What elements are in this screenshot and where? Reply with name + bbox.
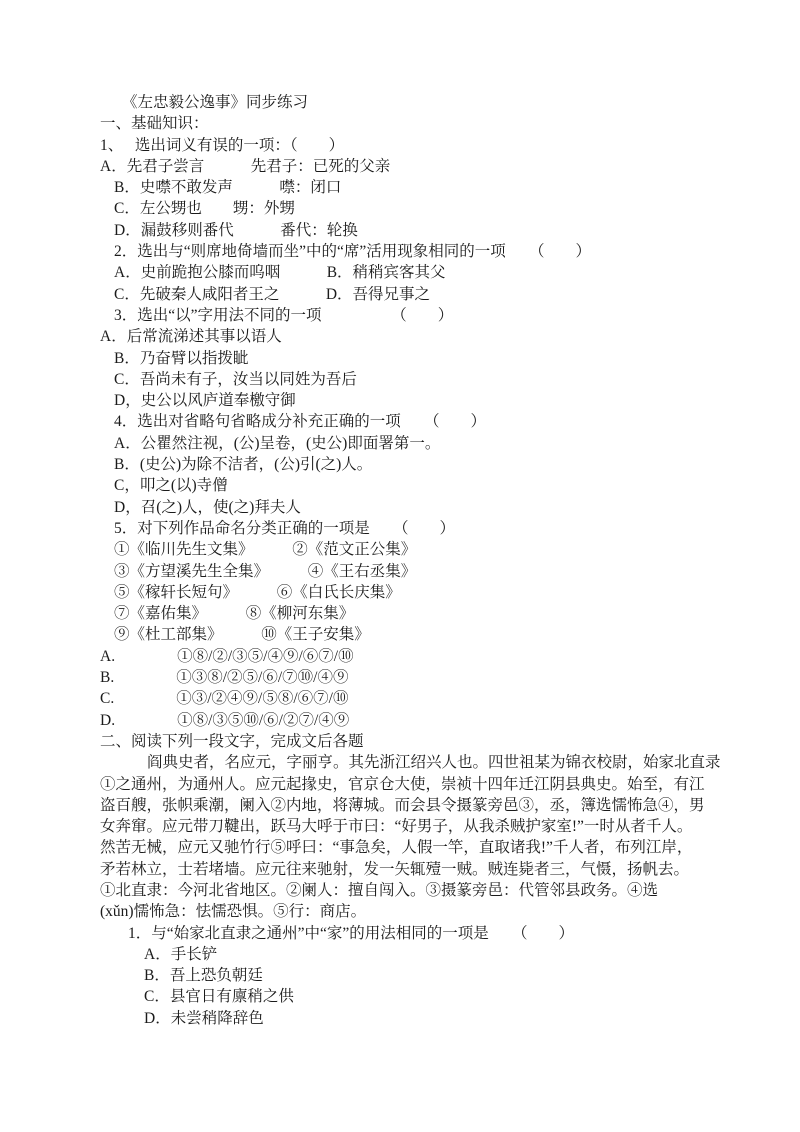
option-line: C，叩之(以)寺僧	[114, 477, 228, 495]
option-line: A. ①⑧/②/③⑤/④⑨/⑥⑦/⑩	[100, 647, 354, 665]
question-line: 4．选出对省略句省略成分补充正确的一项 （ ）	[114, 413, 487, 431]
option-line: D. ①⑧/③⑤⑩/⑥/②⑦/④⑨	[100, 711, 350, 729]
option-line: D．未尝稍降辞色	[144, 1009, 264, 1027]
passage-line: 然苦无械，应元又驰竹行⑤呼曰：“事急矣，人假一竿，直取诸我!”千人者，布列江岸，	[100, 839, 693, 857]
list-item: ①《临川先生文集》 ②《范文正公集》	[114, 541, 417, 559]
option-line: D，召(之)人，使(之)拜夫人	[114, 498, 301, 516]
worksheet-body	[100, 92, 721, 1029]
list-item: ⑤《稼轩长短句》 ⑥《白氏长庆集》	[114, 583, 401, 601]
option-line: C．左公甥也 甥：外甥	[114, 200, 295, 218]
option-line: C．吾尚未有子，汝当以同姓为吾后	[114, 370, 357, 388]
option-line: B．乃奋臂以指拨眦	[114, 349, 249, 367]
question-line: 5．对下列作品命名分类正确的一项是 （ ）	[114, 519, 456, 537]
question-line: 1．与“始家北直隶之通州”中“家”的用法相同的一项是 （ ）	[128, 924, 575, 942]
option-line: D，史公以风庐道奉檄守御	[114, 392, 296, 410]
passage-line: ①之通州，为通州人。应元起掾史，官京仓大使，崇祯十四年迁江阴县典史。始至，有江	[100, 775, 705, 793]
option-line: C．县官日有廪稍之供	[144, 988, 294, 1006]
passage-line: 盗百艘，张帜乘潮，阑入②内地，将薄城。而会县令摄篆旁邑③，丞，簿选懦怖急④，男	[100, 796, 705, 814]
question-line: 1、 选出词义有误的一项：（ ）	[100, 136, 345, 154]
option-line: A．后常流涕述其事以语人	[100, 328, 282, 346]
option-line: A．公瞿然注视，(公)呈卷，(史公)即面署第一。	[114, 434, 441, 452]
list-item: ③《方望溪先生全集》 ④《王右丞集》	[114, 562, 417, 580]
question-line: 3．选出“以”字用法不同的一项 （ ）	[114, 306, 454, 324]
section-2-heading: 二、阅读下列一段文字，完成文后各题	[100, 732, 364, 750]
footnote-line: (xǔn)懦怖急：怯懦恐惧。⑤行：商店。	[100, 903, 367, 921]
option-line: C. ①③/②④⑨/⑤⑧/⑥⑦/⑩	[100, 690, 349, 708]
option-line: D．漏鼓移则番代 番代：轮换	[114, 221, 358, 239]
section-1-heading: 一、基础知识：	[100, 115, 209, 133]
passage-line: 矛若林立，士若堵墙。应元往来驰射，发一矢辄殪一贼。贼连毙者三，气慑，扬帆去。	[100, 860, 690, 878]
list-item: ⑦《嘉佑集》 ⑧《柳河东集》	[114, 605, 355, 623]
footnote-line: ①北直隶：今河北省地区。②阑人：擅自闯入。③摄篆旁邑：代管邻县政务。④选	[100, 881, 659, 899]
question-line: 2．选出与“则席地倚墙而坐”中的“席”活用现象相同的一项 （ ）	[114, 243, 592, 261]
option-line: C．先破秦人咸阳者王之 D．吾得兄事之	[114, 285, 431, 303]
list-item: ⑨《杜工部集》 ⑩《王子安集》	[114, 626, 370, 644]
passage-line: 女奔窜。应元带刀鞬出，跃马大呼于市曰：“好男子，从我杀贼护家室!”一时从者千人。	[100, 818, 693, 836]
passage-line: 阎典史者，名应元，字丽亨。其先浙江绍兴人也。四世祖某为锦衣校尉，始家北直录	[147, 754, 721, 772]
option-line: B. ①③⑧/②⑤/⑥/⑦⑩/④⑨	[100, 669, 349, 687]
worksheet-title: 《左忠毅公逸事》同步练习	[122, 94, 309, 111]
option-line: A．手长铲	[144, 945, 218, 963]
option-line: B．(史公)为除不洁者，(公)引(之)人。	[114, 456, 373, 474]
option-line: A．先君子尝言 先君子：已死的父亲	[100, 157, 391, 175]
option-line: B．吾上恐负朝廷	[144, 967, 263, 985]
option-line: A．史前跪抱公膝而呜咽 B．稍稍宾客其父	[114, 264, 446, 282]
option-line: B．史噤不敢发声 噤：闭口	[114, 179, 342, 197]
